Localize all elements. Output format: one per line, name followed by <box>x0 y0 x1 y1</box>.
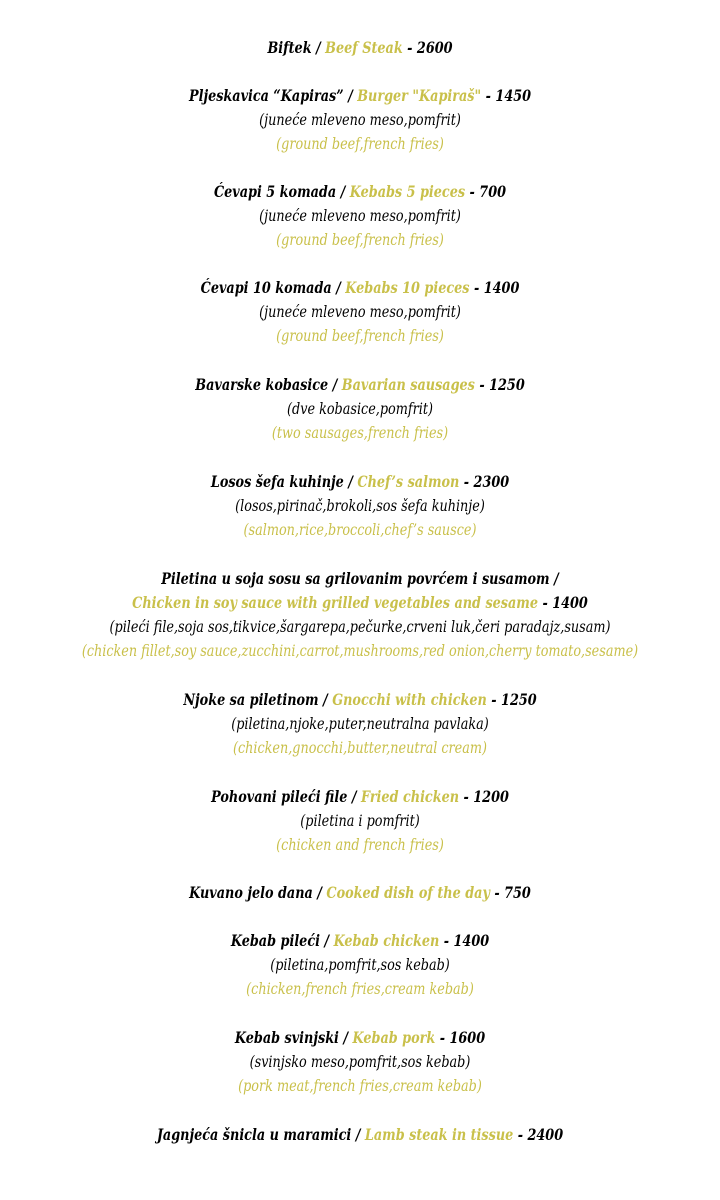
item-title: Kebab svinjski / Kebab pork - 1600 <box>234 1028 486 1047</box>
menu-item-kebab-pork <box>0 1026 720 1098</box>
item-title: Jagnjeća šnicla u maramici / Lamb steak in tissue - 2400 <box>156 1125 564 1144</box>
item-description-sr: (svinjsko meso,pomfrit,sos kebab) <box>249 1052 471 1071</box>
menu-item-gnocchi-chicken <box>0 688 720 760</box>
item-description-en: (chicken,gnocchi,butter,neutral cream) <box>232 738 488 757</box>
menu-item-chicken-soy-sauce <box>0 567 720 663</box>
item-title: Losos šefa kuhinje / Chef’s salmon - 2300 <box>210 472 510 491</box>
menu-item-fried-chicken <box>0 785 720 857</box>
item-title: Njoke sa piletinom / Gnocchi with chicken - 1250 <box>183 690 537 709</box>
item-title: Biftek / Beef Steak - 2600 <box>267 38 453 57</box>
item-title: Kuvano jelo dana / Cooked dish of the day - 750 <box>189 883 531 902</box>
item-description-sr: (dve kobasice,pomfrit) <box>287 399 433 418</box>
item-title: Pljeskavica “Kapiras” / Burger "Kapiraš" - 1450 <box>188 86 532 105</box>
item-title: Ćevapi 10 komada / Kebabs 10 pieces - 1400 <box>200 278 520 297</box>
menu-item-chefs-salmon <box>0 470 720 542</box>
menu-item-kebabs-10 <box>0 276 720 348</box>
item-title-sr: Piletina u soja sosu sa grilovanim povrćem i susamom / <box>161 569 559 588</box>
menu-item-burger <box>0 84 720 156</box>
item-description-en: (ground beef,french fries) <box>276 230 444 249</box>
menu-item-beef-steak <box>0 36 720 60</box>
item-description-sr: (losos,pirinač,brokoli,sos šefa kuhinje) <box>235 496 485 515</box>
item-description-sr: (juneće mleveno meso,pomfrit) <box>259 110 461 129</box>
menu-item-kebab-chicken <box>0 929 720 1001</box>
item-title: Kebab pileći / Kebab chicken - 1400 <box>230 931 490 950</box>
item-title: Bavarske kobasice / Bavarian sausages - 1250 <box>195 375 525 394</box>
item-description-sr: (piletina,pomfrit,sos kebab) <box>270 955 450 974</box>
item-description-sr: (piletina,njoke,puter,neutralna pavlaka) <box>231 714 489 733</box>
item-description-sr: (juneće mleveno meso,pomfrit) <box>259 206 461 225</box>
item-description-sr: (piletina i pomfrit) <box>300 811 420 830</box>
item-description-en: (ground beef,french fries) <box>276 134 444 153</box>
item-description-en: (salmon,rice,broccoli,chef’s sausce) <box>243 520 477 539</box>
item-description-en: (pork meat,french fries,cream kebab) <box>238 1076 482 1095</box>
item-description-en: (two sausages,french fries) <box>271 423 449 442</box>
item-description-sr: (juneće mleveno meso,pomfrit) <box>259 302 461 321</box>
item-description-en: (chicken and french fries) <box>276 835 444 854</box>
menu-item-lamb-steak <box>0 1123 720 1147</box>
item-description-sr: (pileći file,soja sos,tikvice,šargarepa,pečurke,crveni luk,čeri paradajz,susam) <box>109 617 611 636</box>
item-title: Ćevapi 5 komada / Kebabs 5 pieces - 700 <box>213 182 507 201</box>
item-title-en: Chicken in soy sauce with grilled vegetables and sesame - 1400 <box>132 593 588 612</box>
menu-item-cooked-dish <box>0 881 720 905</box>
item-description-en: (ground beef,french fries) <box>276 326 444 345</box>
menu-item-kebabs-5 <box>0 180 720 252</box>
item-description-en: (chicken fillet,soy sauce,zucchini,carrot,mushrooms,red onion,cherry tomato,sesame) <box>81 641 639 660</box>
item-description-en: (chicken,french fries,cream kebab) <box>246 979 474 998</box>
item-title: Pohovani pileći file / Fried chicken - 1200 <box>211 787 509 806</box>
menu-item-bavarian-sausages <box>0 373 720 445</box>
